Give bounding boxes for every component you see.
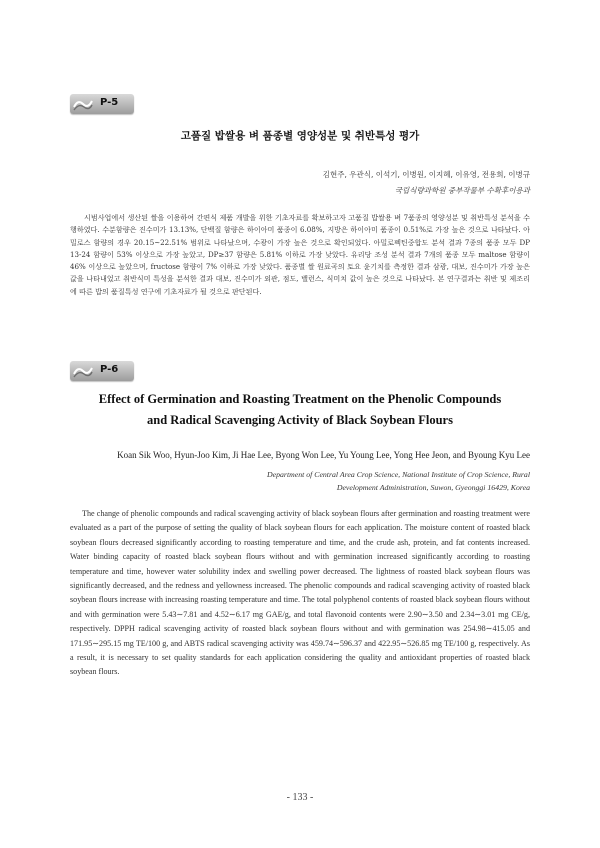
abstract-authors: Koan Sik Woo, Hyun-Joo Kim, Ji Hae Lee, Byong Won Lee, Yu Young Lee, Yong Hee Jeon, and Byoung Kyu Lee	[117, 450, 530, 460]
page-number: - 133 -	[286, 792, 314, 803]
wave-badge-icon	[73, 97, 93, 111]
abstract-body: 시범사업에서 생산된 쌀을 이용하여 간편식 제품 개발을 위한 기초자료를 확보하고자 고품질 밥쌀용 벼 7품종의 영양성분 및 취반특성 분석을 수행하였다. 수분함량은 진수미가 13.13%, 단백질 함량은 하이아미 품종이 6.08%, 지방은 하이아미 품종이 0.51%로 가장 높은 것으로 나타났다. 아밀로스 함량의 경우 20.15~22.51% 범위로 나타났으며, 수광이 가장 높은 것으로 확인되었다. 아밀로펙틴중합도 분석 결과 7종의 품종 모두 DP 13-24 함량이 53% 이상으로 가장 높았고, DP≥37 함량은 5.81% 이하로 가장 낮았다. 유리당 조성 분석 결과 7개의 품종 모두 maltose 함량이 46% 이상으로 높았으며, fructose 함량이 7% 이하로 가장 낮았다. 품종별 쌀 원료곡의 토요 윤기치를 측정한 결과 삼광, 대보, 진수미가 가장 높은 값을 나타내었고 취반식미 특성을 분석한 결과 대보, 진수미가 외관, 점도, 밸런스, 식미치 값이 높은 것으로 나타났다. 본 연구결과는 취반 및 제조리에 따른 밥의 품질특성 연구에 기초자료가 될 것으로 판단된다.	[70, 213, 530, 296]
abstract-title	[0, 389, 600, 431]
abstract-code-badge	[70, 361, 134, 381]
abstract-body: The change of phenolic compounds and radical scavenging activity of black soybean flours after germination and roasting treatment were evaluated as a part of the purpose of setting the quality of black soybean flours for each application. The moisture content of roasted black soybean flours decreased significantly according to roasting temperature and time, and the crude ash, protein, and fat contents increased. Water binding capacity of roasted black soybean flours without and with germination increased significantly according to roasting temperature and time, however water solubility index and swelling power decreased. The lightness of roasted black soybean flours was significantly decreased, and the redness and yellowness increased. The phenolic compounds and radical scavenging activity of roasted black soybean flours increase with increasing roasting temperature and time. The total polyphenol contents of roasted black soybean flours without and with germination were 5.43∼7.81 and 4.52∼6.17 mg GAE/g, and total flavonoid contents were 2.90∼3.50 and 2.34∼3.01 mg CE/g, respectively. DPPH radical scavenging activity of roasted black soybean flours without and with germination was 254.98∼415.05 and 171.95∼295.15 mg TE/100 g, and ABTS radical scavenging activity was 459.74∼596.37 and 422.95∼526.85 mg TE/100 g, respectively. As a result, it is necessary to set quality standards for each application considering the quality and antioxidant properties of roasted black soybean flours.	[70, 509, 530, 677]
abstract-code: P-6	[100, 364, 119, 375]
wave-badge-icon	[73, 364, 93, 378]
abstract-code: P-5	[100, 97, 119, 108]
abstract-code-badge	[70, 94, 134, 114]
abstract-title-line: Effect of Germination and Roasting Treatment on the Phenolic Compounds	[98, 392, 502, 406]
abstract-title-line: and Radical Scavenging Activity of Black Soybean Flours	[147, 413, 453, 427]
affiliation-line: Department of Central Area Crop Science, National Institute of Crop Science, Rural	[267, 470, 530, 479]
abstract-affiliation	[267, 468, 530, 494]
abstract-title: 고품질 밥쌀용 벼 품종별 영양성분 및 취반특성 평가	[180, 130, 420, 142]
abstract-authors: 김현주, 우관식, 이석기, 이병원, 이지혜, 이유영, 전용희, 이병규	[322, 170, 530, 179]
affiliation-line: Development Administration, Suwon, Gyeonggi 16429, Korea	[336, 483, 530, 492]
abstract-affiliation: 국립식량과학원 중부작물부 수확후이용과	[394, 186, 530, 195]
